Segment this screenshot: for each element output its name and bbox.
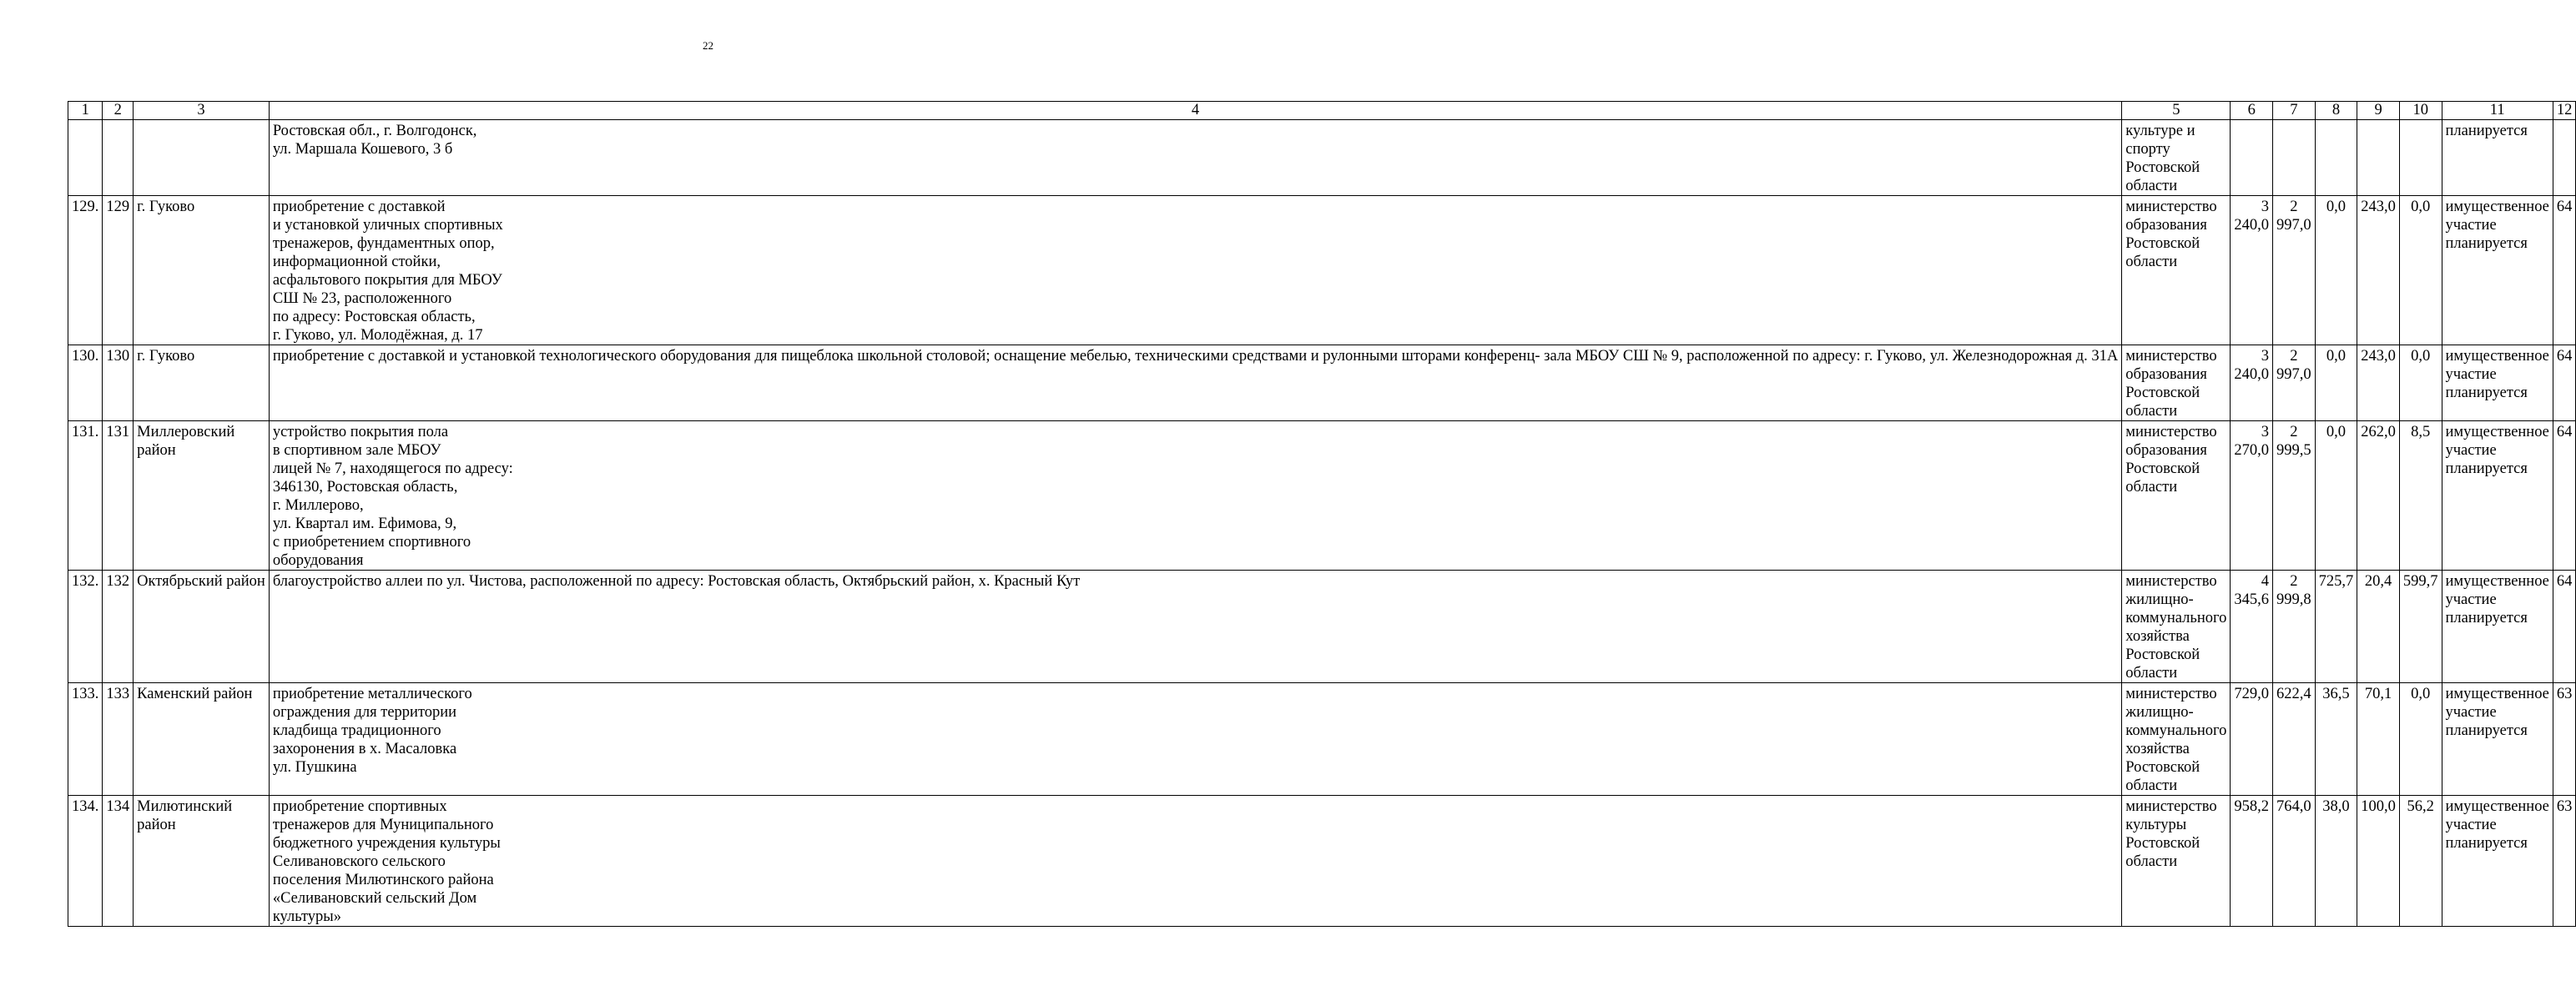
cell-value: 243,0 [2357,345,2400,421]
cell-value: 70,1 [2357,683,2400,796]
cell-value: 725,7 [2315,571,2357,683]
cell-value: 599,7 [2399,571,2442,683]
cell-total: 3 270,0 [2231,421,2273,571]
column-header: 11 [2442,102,2553,120]
cell-value: 2 997,0 [2273,196,2316,345]
cell-score: 64 [2553,571,2576,683]
table-row [68,345,2576,421]
cell-score: 64 [2553,421,2576,571]
cell-value [2315,120,2357,196]
cell-municipality: Каменский район [134,683,270,796]
cell-value: 2 999,8 [2273,571,2316,683]
cell-participation: имущественное участие планируется [2442,421,2553,571]
table-row [68,796,2576,927]
column-header: 1 [68,102,103,120]
cell-total: 3 240,0 [2231,196,2273,345]
cell-score [2553,120,2576,196]
cell-number: 130 [103,345,134,421]
cell-value: 0,0 [2315,196,2357,345]
cell-number: 132 [103,571,134,683]
cell-value: 20,4 [2357,571,2400,683]
cell-value: 262,0 [2357,421,2400,571]
cell-score: 64 [2553,196,2576,345]
cell-number: 133 [103,683,134,796]
page-number: 22 [703,39,713,52]
cell-participation: имущественное участие планируется [2442,571,2553,683]
cell-value: 0,0 [2399,345,2442,421]
cell-number [103,120,134,196]
column-header: 5 [2122,102,2231,120]
cell-municipality: г. Гуково [134,345,270,421]
cell-number: 129 [103,196,134,345]
cell-municipality: г. Гуково [134,196,270,345]
cell-value: 2 997,0 [2273,345,2316,421]
cell-ministry: министерство образования Ростовской области [2122,421,2231,571]
cell-value [2273,120,2316,196]
cell-number: 134 [103,796,134,927]
cell-value [2357,120,2400,196]
cell-index: 129. [68,196,103,345]
cell-value: 0,0 [2399,196,2442,345]
cell-value: 2 999,5 [2273,421,2316,571]
cell-value: 0,0 [2315,345,2357,421]
cell-ministry: министерство культуры Ростовской области [2122,796,2231,927]
cell-index: 132. [68,571,103,683]
column-number-header-row [68,102,2576,120]
cell-value: 8,5 [2399,421,2442,571]
cell-object-description: приобретение с доставкой и установкой уличных спортивных тренажеров, фундаментных опор, информационной стойки, асфальтового покрытия для МБОУ СШ № 23, расположенного по адресу: Ростовская область, г. Гуково, ул. Молодёжная, д. 17 [269,196,2121,345]
cell-value: 622,4 [2273,683,2316,796]
cell-value: 56,2 [2399,796,2442,927]
table-row [68,571,2576,683]
cell-municipality [134,120,270,196]
cell-total: 729,0 [2231,683,2273,796]
cell-index: 133. [68,683,103,796]
cell-value: 100,0 [2357,796,2400,927]
cell-value: 38,0 [2315,796,2357,927]
column-header: 9 [2357,102,2400,120]
cell-participation: имущественное участие планируется [2442,796,2553,927]
cell-object-description: приобретение спортивных тренажеров для Муниципального бюджетного учреждения культуры Селивановского сельского поселения Милютинского района «Селивановский сельский Дом культуры» [269,796,2121,927]
cell-value [2231,120,2273,196]
column-header: 12 [2553,102,2576,120]
column-header: 4 [269,102,2121,120]
cell-municipality: Милютинский район [134,796,270,927]
cell-value: 243,0 [2357,196,2400,345]
column-header: 3 [134,102,270,120]
cell-ministry: министерство образования Ростовской области [2122,196,2231,345]
cell-participation: имущественное участие планируется [2442,345,2553,421]
cell-object-description: Ростовская обл., г. Волгодонск, ул. Маршала Кошевого, 3 б [269,120,2121,196]
cell-index: 134. [68,796,103,927]
column-header: 6 [2231,102,2273,120]
column-header: 7 [2273,102,2316,120]
cell-participation: имущественное участие планируется [2442,683,2553,796]
cell-ministry: министерство образования Ростовской области [2122,345,2231,421]
cell-value: 36,5 [2315,683,2357,796]
cell-object-description: благоустройство аллеи по ул. Чистова, расположенной по адресу: Ростовская область, Октябрьский район, х. Красный Кут [269,571,2121,683]
table-row [68,683,2576,796]
cell-participation: имущественное участие планируется [2442,196,2553,345]
cell-index: 130. [68,345,103,421]
cell-value [2399,120,2442,196]
cell-object-description: приобретение с доставкой и установкой технологического оборудования для пищеблока школьной столовой; оснащение мебелью, техническими средствами и рулонными шторами конференц- зала МБОУ СШ № 9, расположенной по адресу: г. Гуково, ул. Железнодорожная д. 31А [269,345,2121,421]
cell-value: 0,0 [2399,683,2442,796]
cell-score: 64 [2553,345,2576,421]
column-header: 2 [103,102,134,120]
cell-object-description: устройство покрытия пола в спортивном зале МБОУ лицей № 7, находящегося по адресу: 346130, Ростовская область, г. Миллерово, ул. Квартал им. Ефимова, 9, с приобретением спортивного оборудования [269,421,2121,571]
cell-participation: планируется [2442,120,2553,196]
cell-number: 131 [103,421,134,571]
cell-ministry: министерство жилищно- коммунального хозяйства Ростовской области [2122,683,2231,796]
data-table [68,101,2576,927]
table-row [68,421,2576,571]
cell-score: 63 [2553,796,2576,927]
cell-total: 3 240,0 [2231,345,2273,421]
cell-ministry: министерство жилищно- коммунального хозяйства Ростовской области [2122,571,2231,683]
cell-index: 131. [68,421,103,571]
cell-ministry: культуре и спорту Ростовской области [2122,120,2231,196]
cell-total: 958,2 [2231,796,2273,927]
cell-total: 4 345,6 [2231,571,2273,683]
cell-object-description: приобретение металлического ограждения для территории кладбища традиционного захоронения в х. Масаловка ул. Пушкина [269,683,2121,796]
column-header: 8 [2315,102,2357,120]
cell-municipality: Миллеровский район [134,421,270,571]
column-header: 10 [2399,102,2442,120]
cell-value: 0,0 [2315,421,2357,571]
table-row-continuation [68,120,2576,196]
table-row [68,196,2576,345]
cell-score: 63 [2553,683,2576,796]
cell-value: 764,0 [2273,796,2316,927]
cell-municipality: Октябрьский район [134,571,270,683]
cell-index [68,120,103,196]
